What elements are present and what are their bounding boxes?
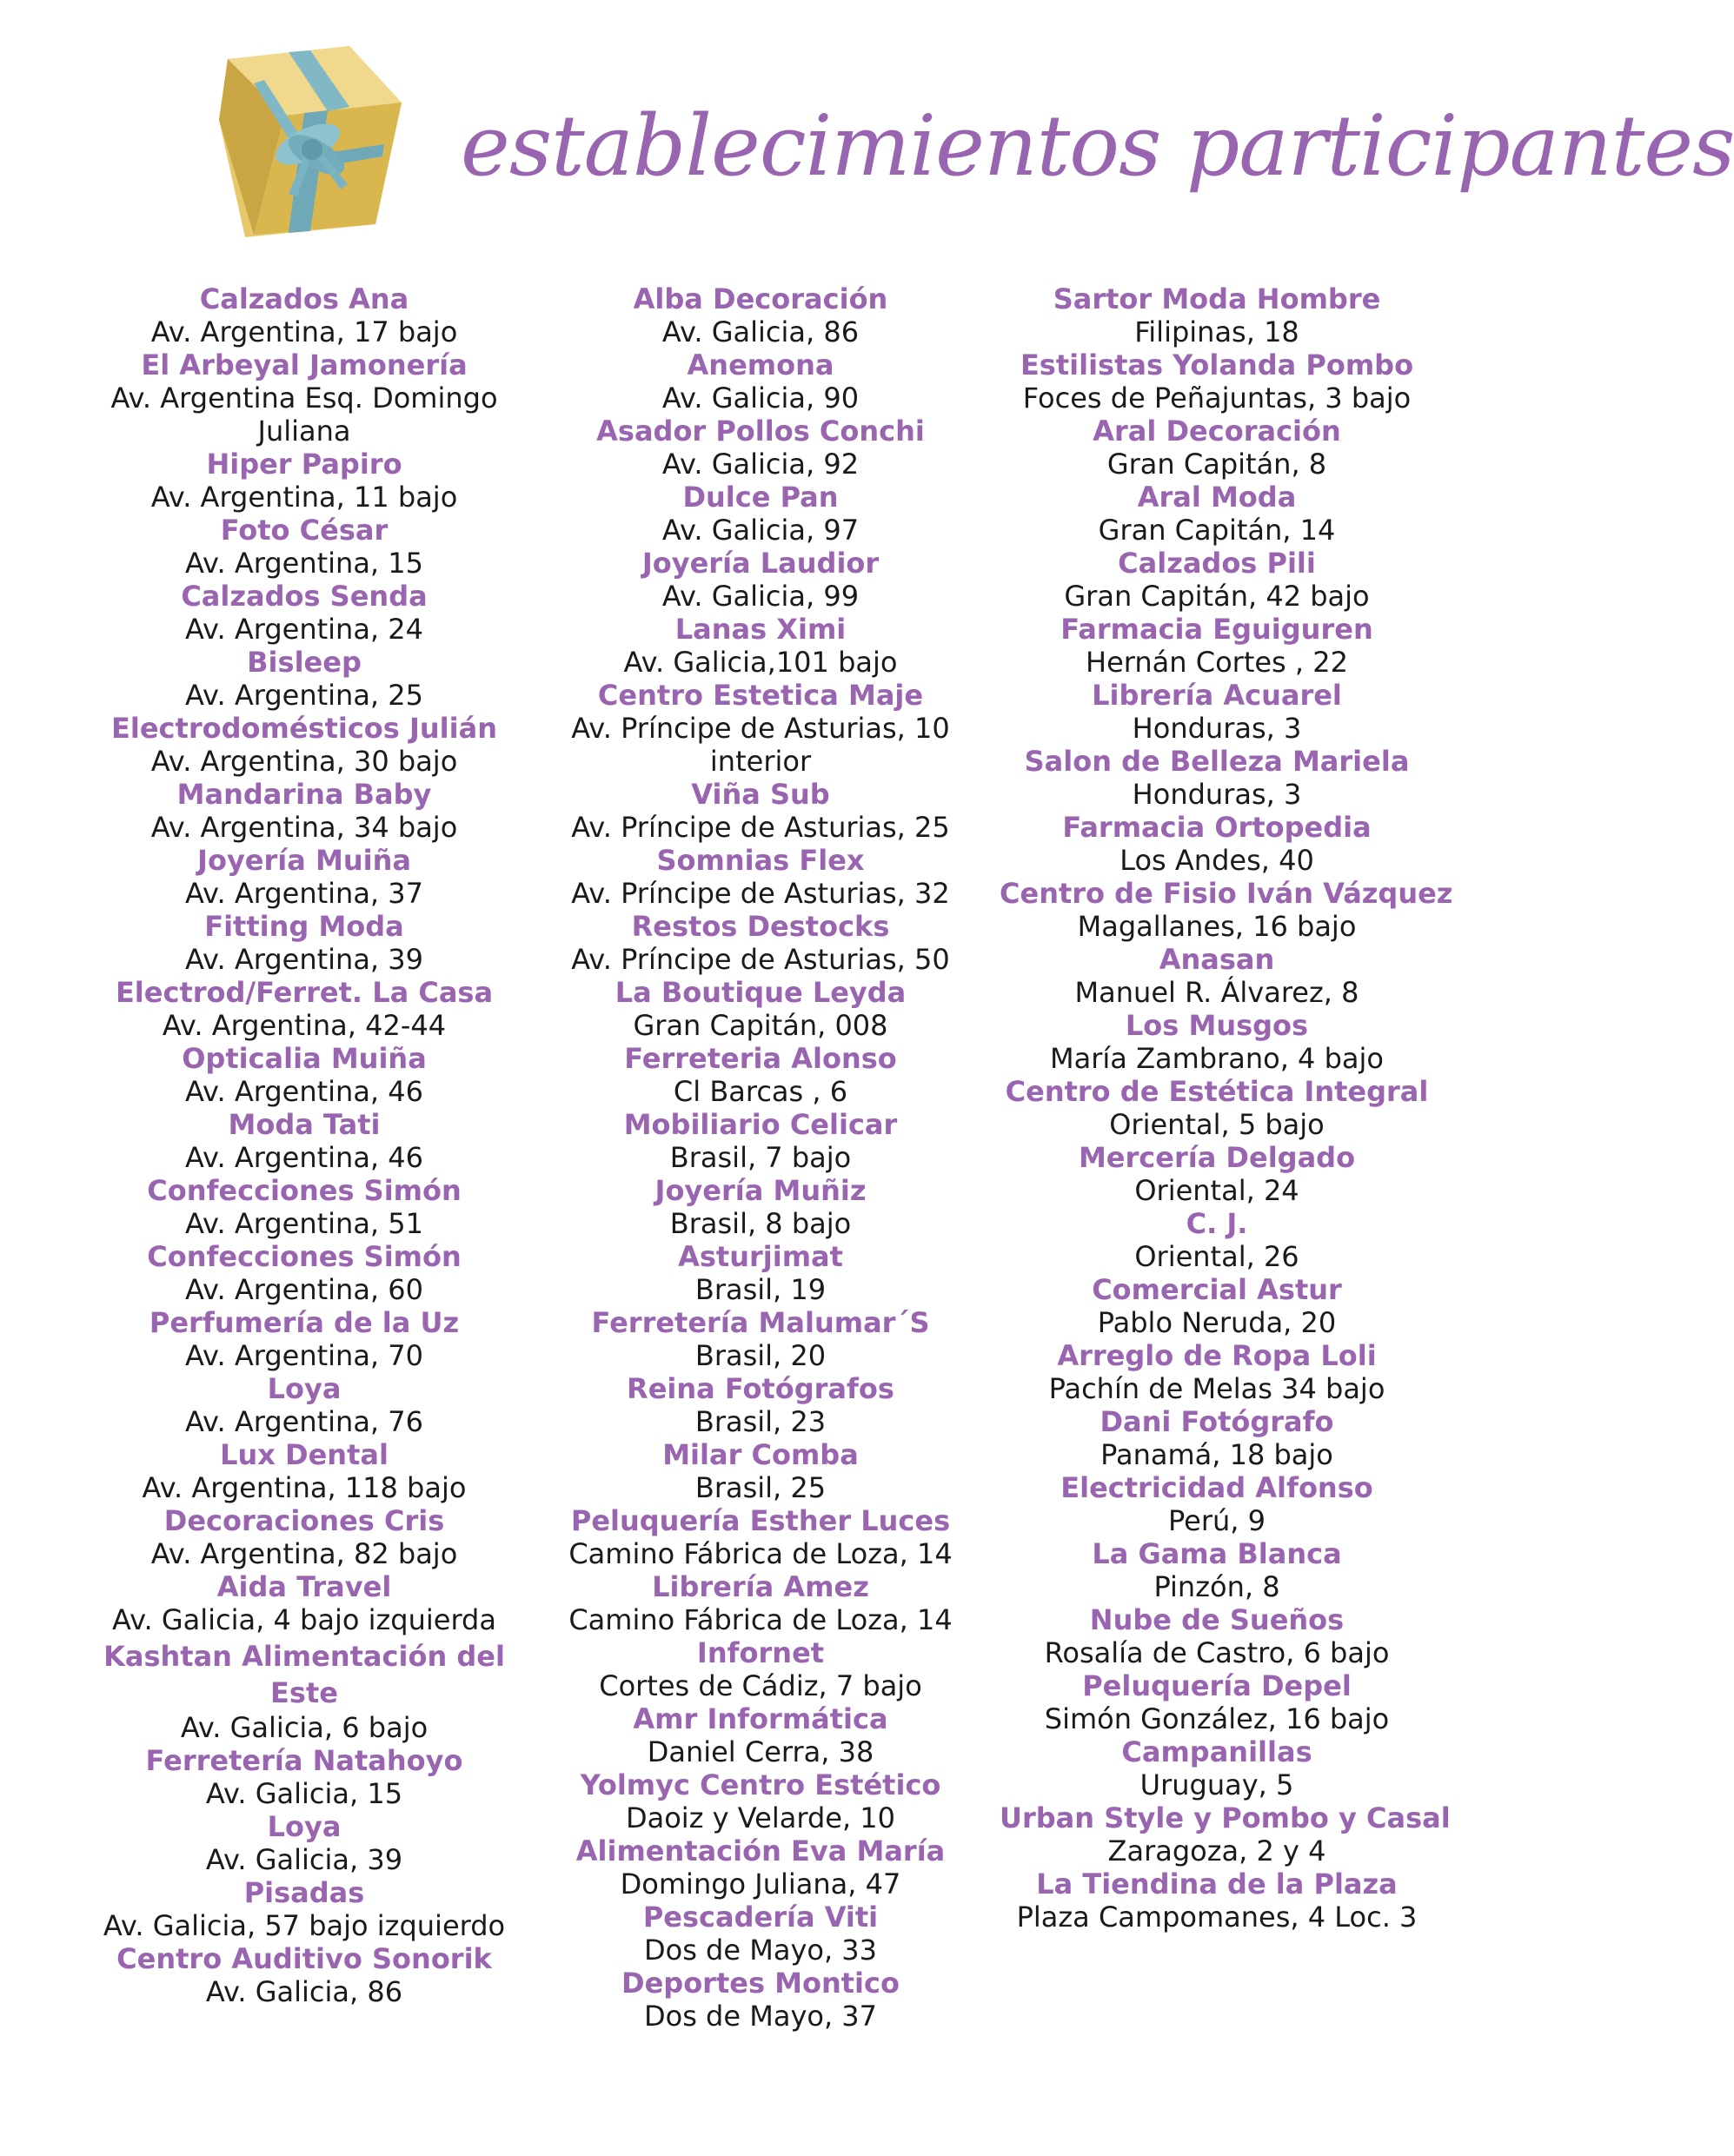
establishment-entry bbox=[96, 1504, 513, 1570]
establishment-name: Campanillas bbox=[1121, 1735, 1312, 1768]
establishment-address: Av. Argentina, 60 bbox=[185, 1273, 423, 1306]
establishment-name: Calzados Pili bbox=[1118, 547, 1316, 580]
establishment-name: Salon de Belleza Mariela bbox=[1024, 745, 1410, 778]
establishment-address: Oriental, 24 bbox=[1134, 1174, 1299, 1207]
establishment-name: Asturjimat bbox=[678, 1240, 843, 1273]
establishment-name: Decoraciones Cris bbox=[163, 1504, 445, 1537]
establishment-entry bbox=[561, 1042, 960, 1108]
establishment-entry bbox=[96, 1372, 513, 1438]
establishment-name: Milar Comba bbox=[662, 1438, 859, 1471]
establishment-entry bbox=[561, 1372, 960, 1438]
establishment-entry bbox=[1000, 1273, 1434, 1339]
establishment-entry bbox=[561, 481, 960, 547]
establishment-entry bbox=[561, 348, 960, 415]
establishment-address: Magallanes, 16 bajo bbox=[1077, 910, 1357, 943]
establishment-address: Camino Fábrica de Loza, 14 bbox=[568, 1603, 953, 1636]
establishment-name: Deportes Montico bbox=[621, 1967, 900, 2000]
establishment-address: Av. Argentina, 11 bajo bbox=[150, 481, 458, 514]
establishment-address: Simón González, 16 bajo bbox=[1044, 1702, 1390, 1735]
establishment-address: Av. Galicia, 57 bajo izquierdo bbox=[103, 1909, 506, 1942]
establishment-entry bbox=[96, 910, 513, 976]
establishment-address: Av. Príncipe de Asturias, 10 interior bbox=[571, 712, 950, 778]
establishment-name: Opticalia Muiña bbox=[182, 1042, 427, 1075]
establishment-name: Dani Fotógrafo bbox=[1100, 1405, 1334, 1438]
establishment-entry bbox=[1000, 1669, 1434, 1735]
establishment-address: Zaragoza, 2 y 4 bbox=[1107, 1834, 1326, 1867]
establishment-name: Anemona bbox=[687, 348, 834, 381]
page-header bbox=[0, 0, 1734, 287]
establishment-entry bbox=[96, 646, 513, 712]
establishment-name: Pisadas bbox=[243, 1876, 365, 1909]
establishment-name: La Gama Blanca bbox=[1092, 1537, 1342, 1570]
establishment-address: Dos de Mayo, 37 bbox=[643, 2000, 878, 2033]
establishment-address: Av. Príncipe de Asturias, 50 bbox=[571, 943, 950, 976]
establishment-address: Av. Argentina, 39 bbox=[185, 943, 423, 976]
establishment-entry bbox=[96, 1042, 513, 1108]
establishment-name: Aral Decoración bbox=[1093, 415, 1341, 448]
establishment-entry bbox=[1000, 1801, 1451, 1867]
page-title: establecimientos participantes bbox=[461, 97, 1734, 195]
establishment-name: Estilistas Yolanda Pombo bbox=[1020, 348, 1414, 381]
establishment-entry bbox=[96, 1438, 513, 1504]
establishment-entry bbox=[96, 1570, 513, 1636]
establishment-entry bbox=[96, 1638, 513, 1744]
establishment-entry bbox=[1000, 1867, 1434, 1934]
establishment-entry bbox=[561, 282, 960, 348]
establishment-name: Mobiliario Celicar bbox=[623, 1108, 898, 1141]
establishment-address: Camino Fábrica de Loza, 14 bbox=[568, 1537, 953, 1570]
establishment-name: Joyería Laudior bbox=[641, 547, 880, 580]
establishment-entry bbox=[96, 1306, 513, 1372]
establishment-address: Pinzón, 8 bbox=[1153, 1570, 1280, 1603]
establishment-name: La Tiendina de la Plaza bbox=[1036, 1867, 1398, 1901]
establishment-address: Av. Galicia, 86 bbox=[661, 315, 860, 348]
establishment-entry bbox=[561, 547, 960, 613]
establishment-address: Rosalía de Castro, 6 bajo bbox=[1044, 1636, 1390, 1669]
establishment-entry bbox=[1000, 679, 1434, 745]
establishment-address: Brasil, 25 bbox=[694, 1471, 827, 1504]
establishment-name: Asador Pollos Conchi bbox=[596, 415, 925, 448]
establishment-entry bbox=[561, 778, 960, 844]
establishment-entry bbox=[561, 679, 960, 778]
establishment-address: Av. Argentina, 46 bbox=[185, 1141, 423, 1174]
establishment-address: Oriental, 26 bbox=[1134, 1240, 1299, 1273]
establishment-name: Centro de Estética Integral bbox=[1005, 1075, 1429, 1108]
establishment-name: Aida Travel bbox=[216, 1570, 392, 1603]
establishment-address: Honduras, 3 bbox=[1132, 778, 1302, 811]
establishment-entry bbox=[1000, 745, 1434, 811]
establishment-address: Honduras, 3 bbox=[1132, 712, 1302, 745]
establishment-address: Gran Capitán, 42 bajo bbox=[1064, 580, 1370, 613]
establishment-entry bbox=[561, 1570, 960, 1636]
establishment-address: Hernán Cortes , 22 bbox=[1086, 646, 1348, 679]
establishment-entry bbox=[561, 1768, 960, 1834]
establishment-address: Pablo Neruda, 20 bbox=[1097, 1306, 1337, 1339]
establishment-address: Av. Argentina, 51 bbox=[185, 1207, 423, 1240]
column-2 bbox=[561, 282, 960, 2033]
establishment-address: Av. Galicia, 92 bbox=[661, 448, 860, 481]
establishment-name: Alimentación Eva María bbox=[575, 1834, 946, 1867]
establishment-address: Av. Galicia, 39 bbox=[205, 1843, 403, 1876]
establishment-name: Confecciones Simón bbox=[147, 1174, 462, 1207]
establishment-address: Panamá, 18 bajo bbox=[1100, 1438, 1333, 1471]
establishment-name: Lux Dental bbox=[220, 1438, 389, 1471]
establishment-entry bbox=[561, 613, 960, 679]
establishment-address: Av. Argentina, 42-44 bbox=[162, 1009, 447, 1042]
establishment-name: Centro Auditivo Sonorik bbox=[116, 1942, 492, 1975]
establishment-name: Pescadería Viti bbox=[642, 1901, 879, 1934]
establishment-name: Peluquería Depel bbox=[1082, 1669, 1352, 1702]
establishment-entry bbox=[96, 448, 513, 514]
establishment-entry bbox=[96, 712, 513, 778]
establishment-entry bbox=[96, 1876, 513, 1942]
establishment-address: Dos de Mayo, 33 bbox=[643, 1934, 878, 1967]
establishment-name: Infornet bbox=[696, 1636, 825, 1669]
establishment-address: Av. Argentina, 30 bajo bbox=[150, 745, 458, 778]
establishment-name: Bisleep bbox=[247, 646, 362, 679]
establishment-name: Sartor Moda Hombre bbox=[1053, 282, 1381, 315]
establishment-entry bbox=[1000, 1735, 1434, 1801]
establishment-entry bbox=[1000, 1339, 1434, 1405]
establishment-name: Urban Style y Pombo y Casal bbox=[1000, 1801, 1451, 1834]
establishment-name: Lanas Ximi bbox=[674, 613, 847, 646]
establishment-address: Cortes de Cádiz, 7 bajo bbox=[599, 1669, 922, 1702]
establishment-address: Av. Argentina, 15 bbox=[185, 547, 423, 580]
establishment-name: Loya bbox=[267, 1810, 342, 1843]
establishment-name: Fitting Moda bbox=[204, 910, 404, 943]
establishment-address: Av. Galicia, 90 bbox=[661, 381, 860, 415]
establishment-entry bbox=[1000, 1537, 1434, 1603]
establishment-address: Daoiz y Velarde, 10 bbox=[625, 1801, 896, 1834]
establishment-address: Foces de Peñajuntas, 3 bajo bbox=[1022, 381, 1412, 415]
establishment-address: Av. Argentina, 37 bbox=[185, 877, 423, 910]
establishment-entry bbox=[96, 976, 513, 1042]
establishment-address: Manuel R. Álvarez, 8 bbox=[1074, 976, 1359, 1009]
establishment-entry bbox=[1000, 481, 1434, 547]
establishment-entry bbox=[561, 910, 960, 976]
establishment-name: Yolmyc Centro Estético bbox=[580, 1768, 941, 1801]
establishment-address: Av. Argentina, 70 bbox=[185, 1339, 423, 1372]
establishment-entry bbox=[96, 514, 513, 580]
establishment-address: Brasil, 7 bajo bbox=[669, 1141, 852, 1174]
establishment-entry bbox=[96, 282, 513, 348]
establishment-entry bbox=[561, 1636, 960, 1702]
establishment-name: Loya bbox=[267, 1372, 342, 1405]
establishment-entry bbox=[561, 1967, 960, 2033]
establishment-entry bbox=[561, 1108, 960, 1174]
establishment-name: Joyería Muñiz bbox=[654, 1174, 867, 1207]
establishment-name: Moda Tati bbox=[228, 1108, 381, 1141]
establishment-address: Filipinas, 18 bbox=[1134, 315, 1299, 348]
establishment-name: Amr Informática bbox=[633, 1702, 888, 1735]
establishment-name: Ferretería Natahoyo bbox=[145, 1744, 463, 1777]
establishment-entry bbox=[1000, 415, 1434, 481]
establishment-entry bbox=[1000, 1009, 1434, 1075]
establishment-entry bbox=[1000, 1075, 1434, 1141]
establishment-entry bbox=[1000, 348, 1434, 415]
establishment-entry bbox=[561, 976, 960, 1042]
establishment-address: Av. Argentina Esq. Domingo Juliana bbox=[110, 381, 498, 448]
establishment-address: Los Andes, 40 bbox=[1119, 844, 1314, 877]
establishment-name: Peluquería Esther Luces bbox=[570, 1504, 951, 1537]
establishment-name: Mandarina Baby bbox=[176, 778, 432, 811]
establishment-address: Brasil, 23 bbox=[694, 1405, 827, 1438]
establishment-name: Anasan bbox=[1159, 943, 1275, 976]
establishment-entry bbox=[96, 844, 513, 910]
column-1 bbox=[96, 282, 513, 2008]
establishment-entry bbox=[1000, 943, 1434, 1009]
establishment-name: C. J. bbox=[1186, 1207, 1248, 1240]
establishment-address: Av. Argentina, 17 bajo bbox=[150, 315, 458, 348]
establishment-address: Daniel Cerra, 38 bbox=[647, 1735, 874, 1768]
establishment-entry bbox=[1000, 1207, 1434, 1273]
establishment-entry bbox=[1000, 811, 1434, 877]
establishment-name: Electrodomésticos Julián bbox=[111, 712, 497, 745]
gift-box-icon bbox=[202, 42, 419, 242]
establishment-entry bbox=[1000, 877, 1453, 943]
establishment-name: Reina Fotógrafos bbox=[627, 1372, 894, 1405]
establishment-address: Av. Argentina, 25 bbox=[185, 679, 423, 712]
establishment-name: Ferretería Malumar´S bbox=[591, 1306, 930, 1339]
establishment-address: Uruguay, 5 bbox=[1139, 1768, 1294, 1801]
establishment-address: Av. Príncipe de Asturias, 25 bbox=[571, 811, 950, 844]
establishment-name: Hiper Papiro bbox=[206, 448, 402, 481]
establishment-name: Librería Acuarel bbox=[1092, 679, 1342, 712]
establishment-entry bbox=[96, 778, 513, 844]
establishment-entry bbox=[561, 1240, 960, 1306]
establishment-address: Av. Argentina, 118 bajo bbox=[142, 1471, 467, 1504]
establishment-name: Centro de Fisio Iván Vázquez bbox=[1000, 877, 1453, 910]
establishment-address: Brasil, 19 bbox=[694, 1273, 827, 1306]
establishment-address: Av. Galicia, 15 bbox=[205, 1777, 403, 1810]
establishment-address: Plaza Campomanes, 4 Loc. 3 bbox=[1016, 1901, 1418, 1934]
establishment-entry bbox=[561, 1834, 960, 1901]
establishment-name: Dulce Pan bbox=[682, 481, 839, 514]
establishment-name: Calzados Senda bbox=[181, 580, 428, 613]
establishment-address: Pachín de Melas 34 bajo bbox=[1048, 1372, 1385, 1405]
establishment-name: Confecciones Simón bbox=[147, 1240, 462, 1273]
establishment-address: Av. Argentina, 34 bajo bbox=[150, 811, 458, 844]
establishment-address: Gran Capitán, 8 bbox=[1106, 448, 1327, 481]
establishment-entry bbox=[1000, 547, 1434, 613]
establishment-name: Los Musgos bbox=[1125, 1009, 1309, 1042]
establishment-name: Perfumería de la Uz bbox=[149, 1306, 460, 1339]
establishment-entry bbox=[1000, 1405, 1434, 1471]
establishment-name: Alba Decoración bbox=[633, 282, 888, 315]
establishment-entry bbox=[561, 1901, 960, 1967]
establishment-address: Brasil, 8 bajo bbox=[669, 1207, 852, 1240]
establishment-entry bbox=[96, 348, 513, 448]
establishment-name: Librería Amez bbox=[652, 1570, 869, 1603]
establishment-address: Av. Argentina, 82 bajo bbox=[150, 1537, 458, 1570]
establishment-entry bbox=[96, 1810, 513, 1876]
establishment-name: El Arbeyal Jamonería bbox=[141, 348, 468, 381]
establishment-name: Arreglo de Ropa Loli bbox=[1057, 1339, 1377, 1372]
establishment-name: La Boutique Leyda bbox=[615, 976, 907, 1009]
establishment-name: Kashtan Alimentación del Este bbox=[103, 1640, 505, 1709]
establishment-name: Joyería Muiña bbox=[197, 844, 411, 877]
establishment-address: María Zambrano, 4 bajo bbox=[1050, 1042, 1384, 1075]
establishment-entry bbox=[96, 1942, 513, 2008]
establishment-entry bbox=[561, 1306, 960, 1372]
establishment-name: Foto César bbox=[220, 514, 389, 547]
establishment-address: Gran Capitán, 008 bbox=[633, 1009, 888, 1042]
establishment-name: Restos Destocks bbox=[631, 910, 890, 943]
establishment-name: Farmacia Ortopedia bbox=[1062, 811, 1372, 844]
establishment-address: Av. Galicia, 4 bajo izquierda bbox=[112, 1603, 496, 1636]
establishment-name: Comercial Astur bbox=[1092, 1273, 1342, 1306]
establishment-name: Viña Sub bbox=[691, 778, 830, 811]
establishment-address: Av. Galicia, 99 bbox=[661, 580, 860, 613]
establishment-name: Farmacia Eguiguren bbox=[1060, 613, 1373, 646]
establishment-entry bbox=[1000, 1471, 1434, 1537]
establishment-address: Perú, 9 bbox=[1168, 1504, 1266, 1537]
establishment-address: Av. Galicia, 86 bbox=[205, 1975, 403, 2008]
establishment-address: Brasil, 20 bbox=[694, 1339, 827, 1372]
establishment-entry bbox=[96, 580, 513, 646]
establishment-entry bbox=[96, 1240, 513, 1306]
establishment-name: Aral Moda bbox=[1137, 481, 1297, 514]
establishment-address: Domingo Juliana, 47 bbox=[620, 1867, 901, 1901]
establishment-address: Av. Argentina, 24 bbox=[185, 613, 423, 646]
establishment-address: Av. Príncipe de Asturias, 32 bbox=[571, 877, 950, 910]
establishment-entry bbox=[561, 1702, 960, 1768]
establishment-address: Av. Galicia, 97 bbox=[661, 514, 860, 547]
establishment-address: Av. Galicia, 6 bajo bbox=[180, 1711, 429, 1744]
establishment-entry bbox=[561, 1504, 960, 1570]
establishment-name: Electricidad Alfonso bbox=[1060, 1471, 1373, 1504]
establishment-name: Calzados Ana bbox=[199, 282, 409, 315]
establishment-entry bbox=[96, 1108, 513, 1174]
establishment-entry bbox=[561, 1174, 960, 1240]
establishment-address: Oriental, 5 bajo bbox=[1109, 1108, 1325, 1141]
establishment-address: Cl Barcas , 6 bbox=[673, 1075, 848, 1108]
establishment-entry bbox=[1000, 613, 1434, 679]
establishment-entry bbox=[96, 1174, 513, 1240]
establishment-name: Centro Estetica Maje bbox=[597, 679, 924, 712]
establishment-entry bbox=[1000, 1141, 1434, 1207]
establishment-address: Gran Capitán, 14 bbox=[1098, 514, 1336, 547]
establishment-entry bbox=[561, 415, 960, 481]
establishment-entry bbox=[561, 844, 960, 910]
establishment-name: Ferreteria Alonso bbox=[624, 1042, 897, 1075]
establishment-name: Somnias Flex bbox=[656, 844, 865, 877]
column-3 bbox=[1000, 282, 1453, 1934]
establishment-address: Av. Argentina, 76 bbox=[185, 1405, 423, 1438]
establishment-address: Av. Galicia,101 bajo bbox=[623, 646, 898, 679]
establishment-name: Mercería Delgado bbox=[1078, 1141, 1356, 1174]
establishment-entry bbox=[1000, 282, 1434, 348]
establishment-name: Electrod/Ferret. La Casa bbox=[115, 976, 494, 1009]
establishment-entry bbox=[96, 1744, 513, 1810]
establishment-entry bbox=[561, 1438, 960, 1504]
establishment-entry bbox=[1000, 1603, 1434, 1669]
establishment-name: Nube de Sueños bbox=[1089, 1603, 1345, 1636]
establishment-address: Av. Argentina, 46 bbox=[185, 1075, 423, 1108]
